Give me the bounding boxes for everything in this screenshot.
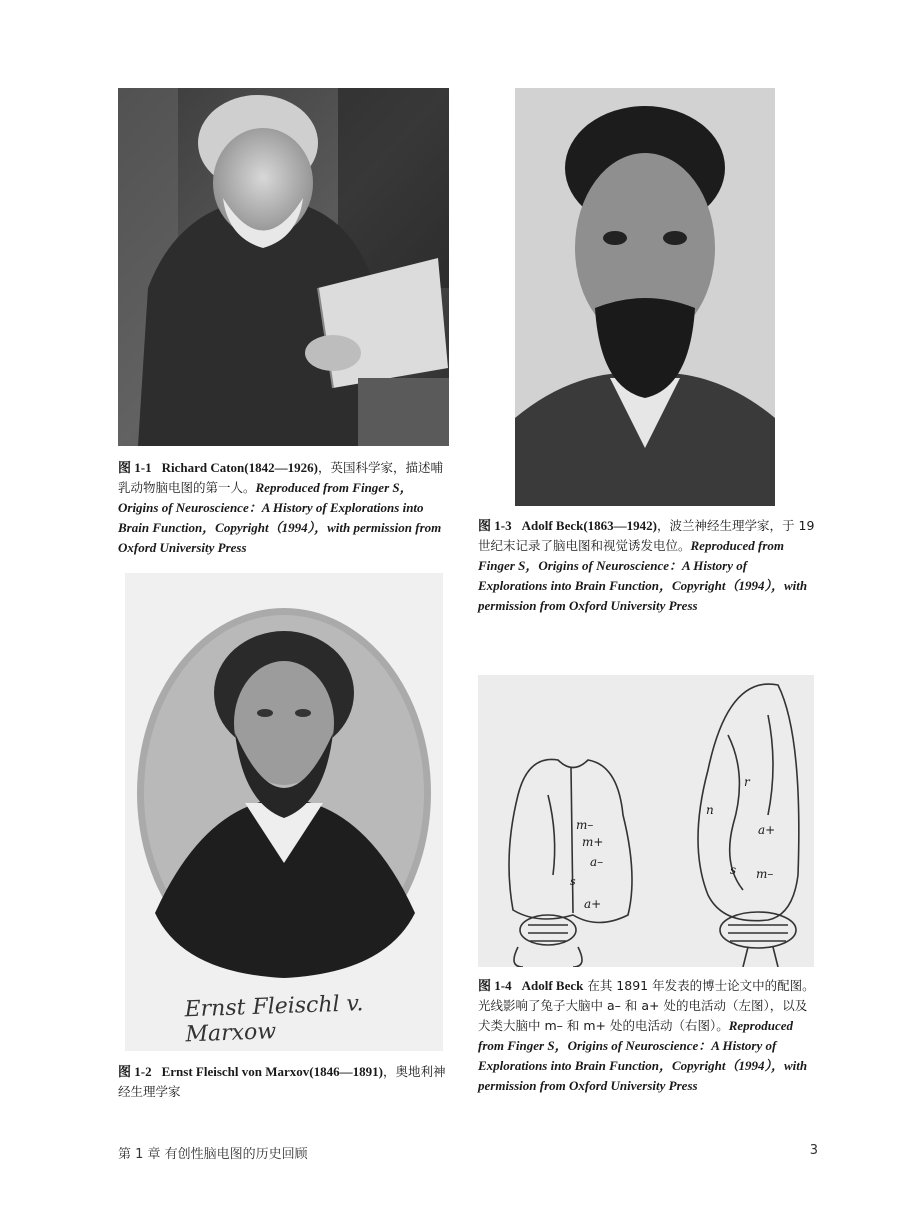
- chapter-title: 第 1 章 有创性脑电图的历史回顾: [118, 1147, 308, 1162]
- signature: Ernst Fleischl v. Marxow: [184, 991, 364, 1048]
- brain-drawings: [478, 675, 814, 967]
- figure-1-1-photo: [118, 88, 449, 446]
- portrait-adolf-beck: [515, 88, 775, 506]
- caption-reference: Reproduced from Finger S，Origins of Neuroscience：A History of Explorations into Brain Function，Copyright（1994），with permission from Oxford University Press: [478, 1018, 808, 1093]
- figure-number: 图 1-4: [478, 978, 512, 993]
- person-name: Adolf Beck: [521, 518, 584, 533]
- drawing-label-s-right: s: [730, 863, 737, 877]
- figure-number: 图 1-1: [118, 460, 152, 475]
- drawing-label-a-plus-right: a+: [758, 823, 776, 837]
- caption-reference: Reproduced from Finger S，Origins of Neuroscience：A History of Explorations into Brain Function，Copyright（1994），with permission from Oxford University Press: [478, 538, 808, 613]
- person-dates: (1842—1926): [244, 460, 318, 475]
- figure-1-3-caption: [478, 516, 818, 616]
- caption-description: ，波兰神经生理学家，于 19 世纪末记录了脑电图和视觉诱发电位。: [478, 518, 815, 553]
- drawing-label-m-plus-left: m+: [582, 835, 604, 849]
- caption-description: 在其 1891 年发表的博士论文中的配图。光线影响了兔子大脑中 a– 和 a+ 处的电活动（左图），以及犬类大脑中 m– 和 m+ 处的电活动（右图）。: [478, 978, 815, 1033]
- person-name: Richard Caton: [161, 460, 245, 475]
- page-footer: [118, 1143, 818, 1163]
- figure-1-1-caption: [118, 458, 453, 558]
- person-dates: (1846—1891): [309, 1064, 383, 1079]
- drawing-label-a-minus: a–: [590, 855, 604, 869]
- person-dates: (1863—1942): [583, 518, 658, 533]
- drawing-label-a-plus-left: a+: [584, 897, 602, 911]
- drawing-label-s-left: s: [570, 875, 576, 888]
- portrait-ernst-fleischl: [125, 573, 443, 1051]
- drawing-label-m-minus-right: m–: [756, 867, 774, 881]
- figure-1-2-photo: [125, 573, 443, 1051]
- person-name: Ernst Fleischl von Marxov: [161, 1064, 310, 1079]
- figure-number: 图 1-3: [478, 518, 512, 533]
- caption-reference: Reproduced from Finger S，Origins of Neuroscience：A History of Explorations into Brain Function，Copyright（1994），with permission from Oxford University Press: [118, 480, 442, 555]
- person-name: Adolf Beck: [521, 978, 584, 993]
- portrait-richard-caton: [118, 88, 449, 446]
- figure-1-4-drawing: [478, 675, 814, 967]
- figure-number: 图 1-2: [118, 1064, 152, 1079]
- figure-1-3-photo: [515, 88, 775, 506]
- caption-description: ，奥地利神经生理学家: [118, 1064, 446, 1099]
- page-number: 3: [809, 1143, 818, 1158]
- figure-1-4-caption: [478, 976, 818, 1096]
- figure-1-2-caption: [118, 1062, 453, 1102]
- drawing-label-r-right: r: [744, 775, 750, 789]
- caption-description: ，英国科学家，描述哺乳动物脑电图的第一人。: [118, 460, 443, 495]
- drawing-label-n-right: n: [706, 803, 714, 817]
- drawing-label-m-minus-left: m–: [576, 818, 594, 832]
